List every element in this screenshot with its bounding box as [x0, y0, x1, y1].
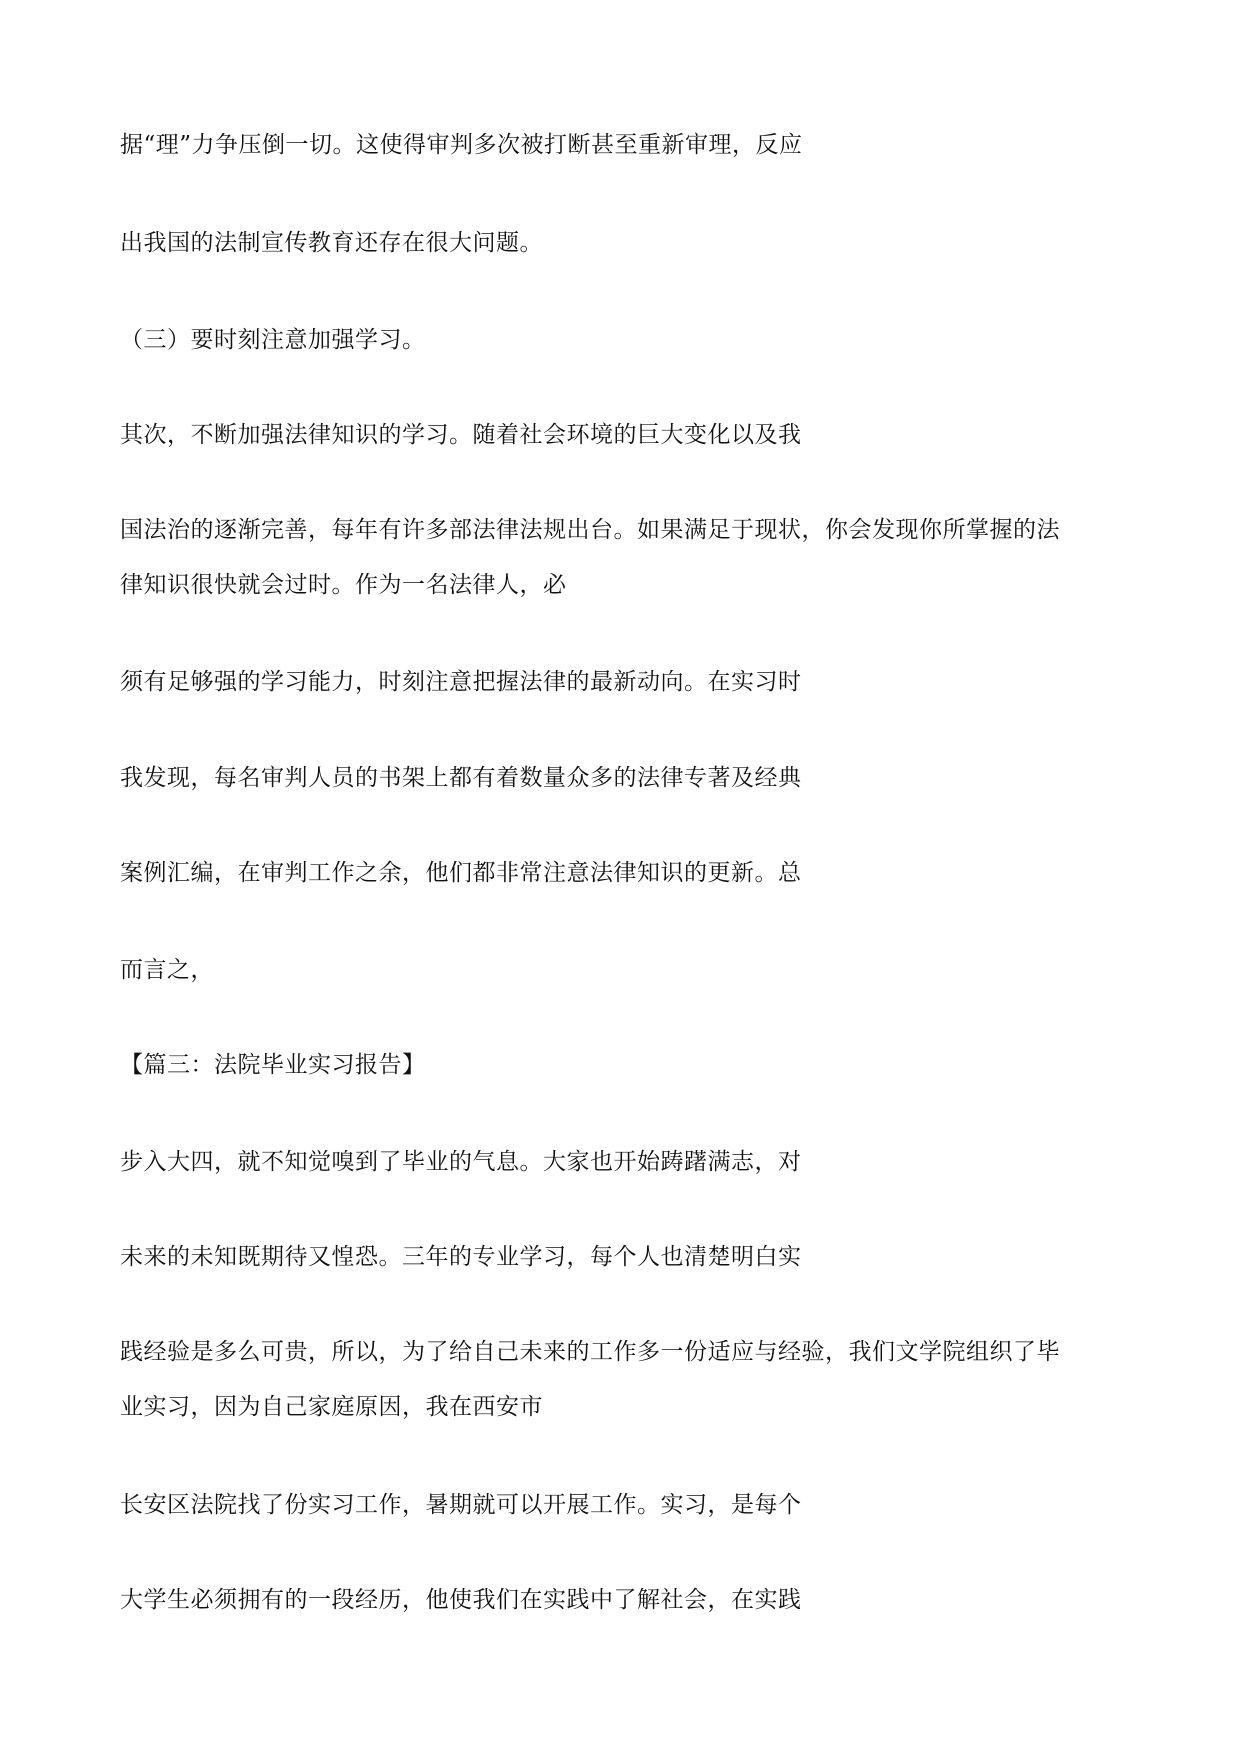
text-line: 践经验是多么可贵，所以，为了给自己未来的工作多一份适应与经验，我们文学院组织了毕 [120, 1339, 1060, 1365]
text-line: 须有足够强的学习能力，时刻注意把握法律的最新动向。在实习时 [120, 669, 802, 695]
text-line: 而言之， [120, 957, 214, 983]
text-line: 律知识很快就会过时。作为一名法律人，必 [120, 572, 567, 598]
section-heading: （三）要时刻注意加强学习。 [120, 327, 426, 353]
text-line: 大学生必须拥有的一段经历，他使我们在实践中了解社会，在实践 [120, 1587, 802, 1613]
chapter-heading: 【篇三：法院毕业实习报告】 [120, 1052, 426, 1078]
text-line: 步入大四，就不知觉嗅到了毕业的气息。大家也开始踌躇满志，对 [120, 1149, 802, 1175]
text-line: 据“理”力争压倒一切。这使得审判多次被打断甚至重新审理，反应 [120, 132, 803, 158]
text-line: 我发现，每名审判人员的书架上都有着数量众多的法律专著及经典 [120, 765, 802, 791]
text-line: 出我国的法制宣传教育还存在很大问题。 [120, 230, 543, 256]
text-line: 其次，不断加强法律知识的学习。随着社会环境的巨大变化以及我 [120, 422, 802, 448]
text-line: 国法治的逐渐完善，每年有许多部法律法规出台。如果满足于现状，你会发现你所掌握的法 [120, 517, 1060, 543]
text-line: 长安区法院找了份实习工作，暑期就可以开展工作。实习，是每个 [120, 1492, 802, 1518]
text-line: 案例汇编，在审判工作之余，他们都非常注意法律知识的更新。总 [120, 860, 802, 886]
text-line: 未来的未知既期待又惶恐。三年的专业学习，每个人也清楚明白实 [120, 1244, 802, 1270]
text-line: 业实习，因为自己家庭原因，我在西安市 [120, 1394, 543, 1420]
